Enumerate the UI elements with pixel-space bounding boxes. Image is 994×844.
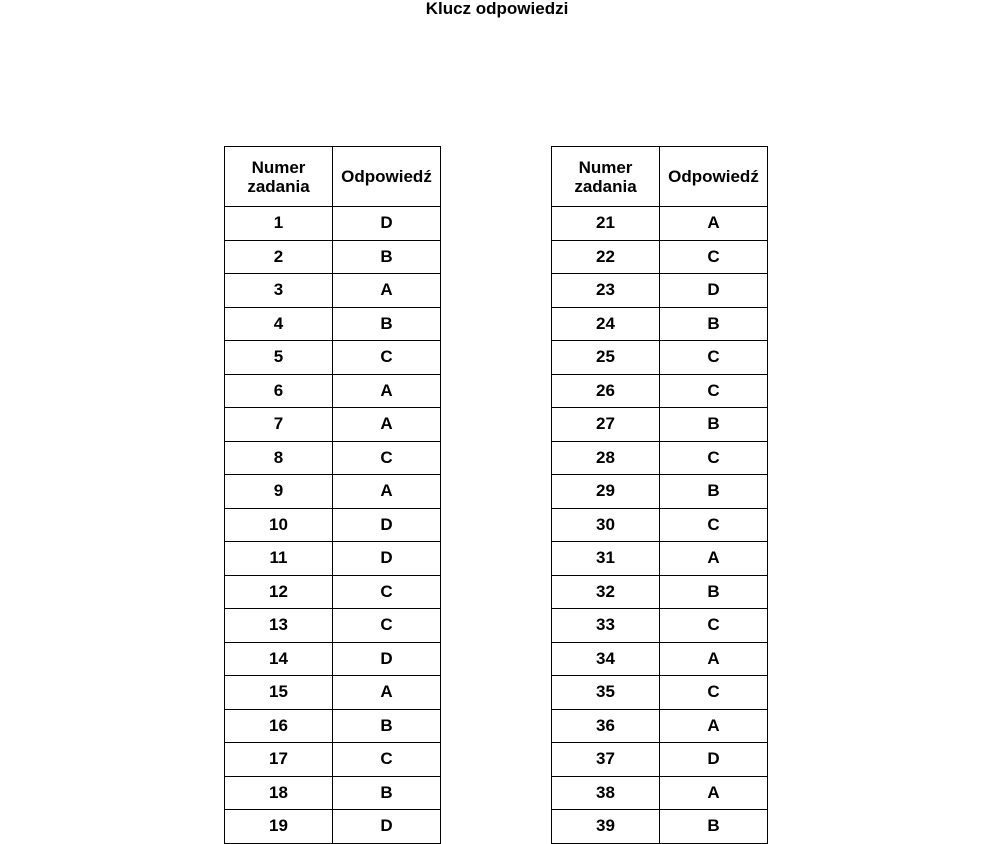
task-number-cell: 26 (552, 374, 660, 408)
task-number-cell: 12 (225, 575, 333, 609)
task-number-cell: 35 (552, 676, 660, 710)
table-row (552, 575, 768, 609)
table-row (552, 776, 768, 810)
task-number-cell: 2 (225, 240, 333, 274)
task-number-cell: 7 (225, 408, 333, 442)
answer-cell: C (333, 575, 441, 609)
task-number-cell: 39 (552, 810, 660, 844)
task-number-cell: 31 (552, 542, 660, 576)
answer-cell: B (333, 307, 441, 341)
answer-cell: C (660, 441, 768, 475)
answer-cell: C (333, 341, 441, 375)
answer-cell: D (333, 542, 441, 576)
table-row (552, 743, 768, 777)
table-row (552, 441, 768, 475)
answer-cell: B (660, 307, 768, 341)
answer-cell: C (660, 508, 768, 542)
task-number-cell: 30 (552, 508, 660, 542)
answer-cell: B (660, 810, 768, 844)
answer-cell: C (660, 609, 768, 643)
answer-table-right (551, 146, 768, 844)
table-row (225, 274, 441, 308)
task-number-cell: 9 (225, 475, 333, 509)
header-number: Numer zadania (552, 147, 660, 207)
answer-cell: A (333, 374, 441, 408)
header-number: Numer zadania (225, 147, 333, 207)
table-row (552, 609, 768, 643)
task-number-cell: 36 (552, 709, 660, 743)
task-number-cell: 6 (225, 374, 333, 408)
header-row (552, 147, 768, 207)
table-row (225, 575, 441, 609)
table-body-left (225, 207, 441, 844)
task-number-cell: 13 (225, 609, 333, 643)
table-row (225, 676, 441, 710)
task-number-cell: 11 (225, 542, 333, 576)
answer-cell: C (660, 374, 768, 408)
answer-cell: B (660, 408, 768, 442)
table-row (225, 374, 441, 408)
task-number-cell: 28 (552, 441, 660, 475)
task-number-cell: 34 (552, 642, 660, 676)
answer-table-left (224, 146, 441, 844)
task-number-cell: 10 (225, 508, 333, 542)
answer-cell: C (660, 341, 768, 375)
answer-cell: D (660, 274, 768, 308)
task-number-cell: 1 (225, 207, 333, 241)
answer-cell: C (660, 676, 768, 710)
task-number-cell: 19 (225, 810, 333, 844)
task-number-cell: 27 (552, 408, 660, 442)
task-number-cell: 16 (225, 709, 333, 743)
answer-cell: C (333, 743, 441, 777)
answer-cell: A (660, 642, 768, 676)
table-row (225, 642, 441, 676)
answer-cell: B (660, 475, 768, 509)
table-row (225, 542, 441, 576)
table-row (552, 810, 768, 844)
page-title: Klucz odpowiedzi (425, 0, 569, 18)
header-answer: Odpowiedź (660, 147, 768, 207)
answer-cell: D (660, 743, 768, 777)
task-number-cell: 25 (552, 341, 660, 375)
table-row (225, 408, 441, 442)
task-number-cell: 18 (225, 776, 333, 810)
answer-cell: A (333, 475, 441, 509)
task-number-cell: 24 (552, 307, 660, 341)
task-number-cell: 32 (552, 575, 660, 609)
table-row (552, 709, 768, 743)
answer-cell: A (660, 709, 768, 743)
table-row (552, 240, 768, 274)
table-row (552, 508, 768, 542)
answer-cell: C (660, 240, 768, 274)
task-number-cell: 8 (225, 441, 333, 475)
answer-cell: A (333, 274, 441, 308)
answer-cell: A (660, 776, 768, 810)
answer-cell: D (333, 810, 441, 844)
task-number-cell: 33 (552, 609, 660, 643)
answer-cell: B (333, 709, 441, 743)
task-number-cell: 38 (552, 776, 660, 810)
table-row (552, 207, 768, 241)
task-number-cell: 14 (225, 642, 333, 676)
table-body-right (552, 207, 768, 844)
answer-cell: C (333, 441, 441, 475)
table-row (225, 240, 441, 274)
answer-cell: A (333, 408, 441, 442)
table-row (225, 609, 441, 643)
table-row (552, 542, 768, 576)
table-row (552, 475, 768, 509)
table-row (225, 508, 441, 542)
answer-cell: A (660, 542, 768, 576)
task-number-cell: 17 (225, 743, 333, 777)
table-row (225, 441, 441, 475)
table-row (552, 274, 768, 308)
task-number-cell: 3 (225, 274, 333, 308)
table-row (225, 207, 441, 241)
table-row (225, 475, 441, 509)
answer-cell: B (660, 575, 768, 609)
answer-cell: B (333, 776, 441, 810)
task-number-cell: 21 (552, 207, 660, 241)
table-row (552, 307, 768, 341)
table-row (225, 743, 441, 777)
header-answer: Odpowiedź (333, 147, 441, 207)
answer-cell: C (333, 609, 441, 643)
table-row (552, 408, 768, 442)
answer-cell: D (333, 642, 441, 676)
answer-cell: A (333, 676, 441, 710)
table-row (552, 642, 768, 676)
task-number-cell: 4 (225, 307, 333, 341)
task-number-cell: 29 (552, 475, 660, 509)
table-row (552, 676, 768, 710)
table-row (225, 810, 441, 844)
task-number-cell: 37 (552, 743, 660, 777)
table-row (225, 776, 441, 810)
table-row (552, 341, 768, 375)
task-number-cell: 15 (225, 676, 333, 710)
table-row (225, 709, 441, 743)
table-row (552, 374, 768, 408)
header-row (225, 147, 441, 207)
task-number-cell: 5 (225, 341, 333, 375)
answer-cell: A (660, 207, 768, 241)
table-row (225, 307, 441, 341)
answer-cell: B (333, 240, 441, 274)
task-number-cell: 22 (552, 240, 660, 274)
answer-cell: D (333, 207, 441, 241)
table-row (225, 341, 441, 375)
task-number-cell: 23 (552, 274, 660, 308)
answer-cell: D (333, 508, 441, 542)
